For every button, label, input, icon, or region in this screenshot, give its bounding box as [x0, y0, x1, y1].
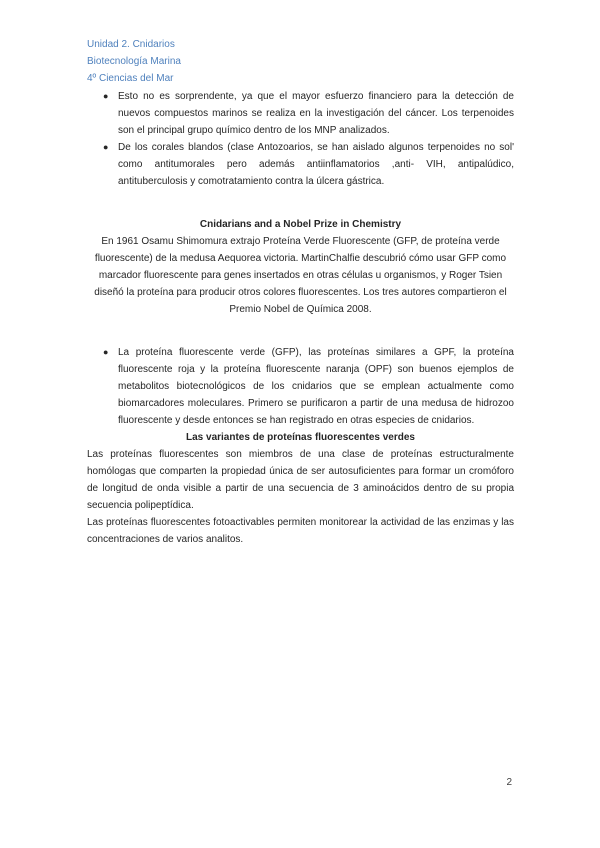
bullet-list-top — [87, 88, 514, 190]
list-item — [87, 139, 514, 190]
bullet-icon: ● — [103, 91, 109, 101]
list-item — [87, 344, 514, 429]
header-unit: Unidad 2. Cnidarios — [87, 39, 175, 50]
list-item-text: La proteína fluorescente verde (GFP), las proteínas similares a GPF, la proteína fluorescente roja y la proteína fluorescente naranja (OPF) son buenos ejemplos de metabolitos biotecnológicos de los cnidarios que se emplean actualmente como biomarcadores moleculares. Primero se purificaron a partir de una medusa de hidrozoo fluorescente y desde entonces se han registrado en otras especies de cnidarios. — [118, 347, 514, 426]
bullet-icon: ● — [103, 142, 109, 152]
page-number: 2 — [506, 777, 512, 788]
list-item-text: De los corales blandos (clase Antozoarios, se han aislado algunos terpenoides no sol' como antitumorales pero además antiinflamatorios ,anti- VIH, antipalúdico, antituberculosis y comotratamiento contra la úlcera gástrica. — [118, 142, 514, 187]
running-header — [87, 36, 181, 87]
variants-paragraph-1: Las proteínas fluorescentes son miembros de una clase de proteínas estructuralmente homólogas que comparten la propiedad única de ser autosuficientes para formar un cromóforo de longitud de onda visible a partir de una secuencia de 3 aminoácidos dentro de su propia secuencia polipeptídica. — [87, 449, 514, 511]
header-degree: 4º Ciencias del Mar — [87, 73, 174, 84]
nobel-paragraph: En 1961 Osamu Shimomura extrajo Proteína Verde Fluorescente (GFP, de proteína verde fluorescente) de la medusa Aequorea victoria. MartinChalfie descubrió cómo usar GFP como marcador fluorescente para genes insertados en otras células u organismos, y Roger Tsien diseñó la proteína para producir otros colores fluorescentes. Los tres autores compartieron el Premio Nobel de Química 2008. — [94, 236, 507, 315]
section-title-nobel: Cnidarians and a Nobel Prize in Chemistry — [199, 219, 402, 230]
header-course: Biotecnología Marina — [87, 56, 181, 67]
page-body — [87, 88, 514, 548]
variants-paragraph-2: Las proteínas fluorescentes fotoactivables permiten monitorear la actividad de las enzimas y las concentraciones de varios analitos. — [87, 517, 514, 545]
list-item — [87, 88, 514, 139]
list-item-text: Esto no es sorprendente, ya que el mayor esfuerzo financiero para la detección de nuevos compuestos marinos se realiza en la investigación del cáncer. Los terpenoides son el principal grupo químico dentro de los MNP analizados. — [118, 91, 514, 136]
bullet-icon: ● — [103, 347, 109, 357]
section-title-variants: Las variantes de proteínas fluorescentes verdes — [186, 432, 415, 443]
bullet-list-mid — [87, 344, 514, 429]
